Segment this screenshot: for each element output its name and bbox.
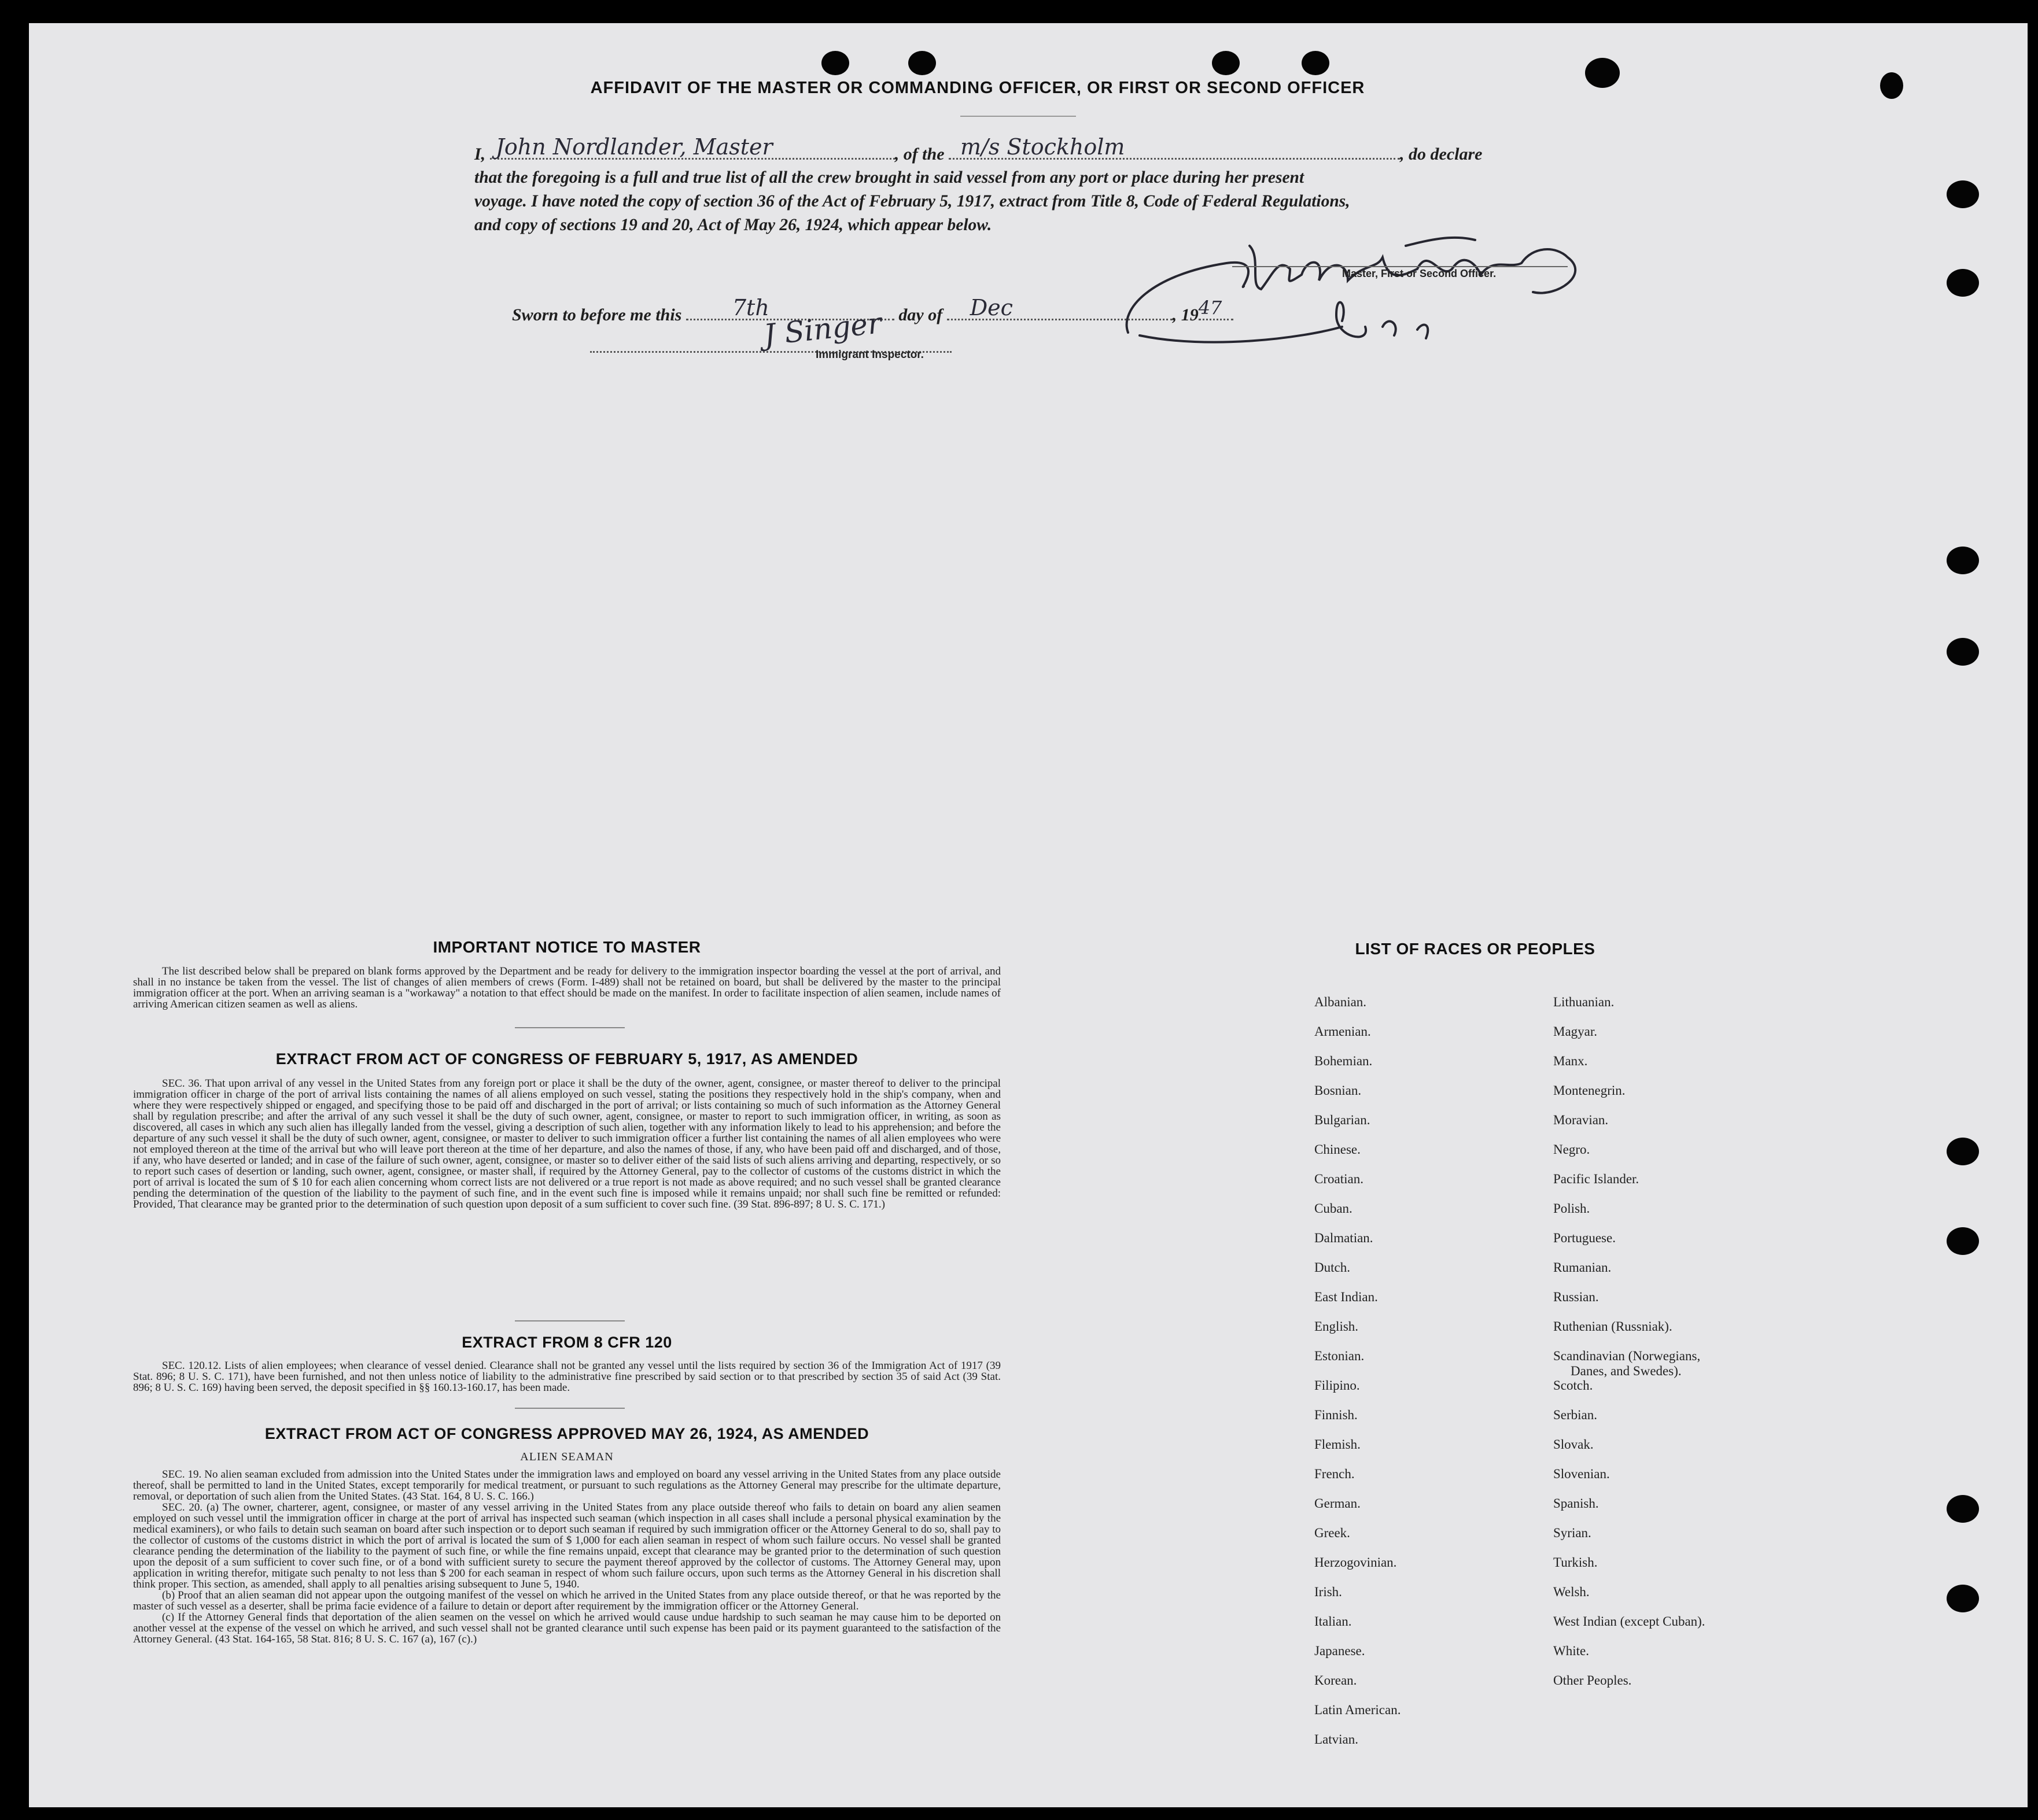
declaration-line-3: voyage. I have noted the copy of section 36 of the Act of February 5, 1917, extract from Title 8, Code of Federal Regulations, <box>474 192 1350 211</box>
race-item: Welsh. <box>1553 1585 1590 1599</box>
race-item: Serbian. <box>1553 1408 1598 1422</box>
document-page <box>29 23 2028 1807</box>
sworn-day-handwriting: 7th <box>732 295 769 320</box>
sworn-month-field <box>947 295 1173 320</box>
punch-hole <box>1302 51 1329 75</box>
sworn-prefix: Sworn to before me this <box>512 305 682 324</box>
extract-1924-paragraph: (b) Proof that an alien seaman did not appear upon the outgoing manifest of the vessel on which he arrived in the United States from any place outside thereof, or that he was reported by the master of such vessel as a deserter, shall be prima facie evidence of a failure to detain or deport after requirement by the immigration officer or the Attorney General. <box>133 1589 1001 1612</box>
comma: , <box>1172 305 1177 324</box>
punch-hole <box>1947 180 1979 208</box>
race-item: Manx. <box>1553 1054 1588 1068</box>
race-item: Syrian. <box>1553 1526 1591 1540</box>
race-item: Latin American. <box>1314 1703 1401 1717</box>
race-item: Bosnian. <box>1314 1083 1362 1098</box>
race-item: Portuguese. <box>1553 1231 1616 1245</box>
race-item: Negro. <box>1553 1142 1590 1157</box>
extract-1924-body <box>133 1469 1001 1645</box>
race-item: Flemish. <box>1314 1437 1361 1452</box>
year-prefix: 19 <box>1181 305 1199 324</box>
race-item: Dutch. <box>1314 1260 1350 1275</box>
notice-title: IMPORTANT NOTICE TO MASTER <box>433 938 701 956</box>
race-item: Bohemian. <box>1314 1054 1373 1068</box>
extract-cfr-title: EXTRACT FROM 8 CFR 120 <box>462 1334 672 1351</box>
divider <box>515 1320 625 1321</box>
race-item: Korean. <box>1314 1673 1357 1688</box>
year-field <box>1198 297 1233 320</box>
race-item: Danes, and Swedes). <box>1571 1364 1682 1378</box>
punch-hole <box>908 51 936 75</box>
vessel-name-field <box>949 134 1400 160</box>
punch-hole <box>1947 1585 1979 1612</box>
race-item: Finnish. <box>1314 1408 1358 1422</box>
punch-hole <box>1947 1227 1979 1255</box>
day-of-label: day of <box>898 305 943 324</box>
title-rule <box>960 116 1076 117</box>
notice-paragraph: The list described below shall be prepared on blank forms approved by the Department and be ready for delivery to the immigration inspector boarding the vessel at the port of arrival, and shall in no instance be taken from the vessel. The list of changes of alien members of crews (Form. I-489) shall not be retained on board, but shall be delivered by the master to the principal immigration officer at the port. When an arriving seaman is a "workaway" a notation to that effect should be made on the manifest. In order to facilitate inspection of alien seamen, include names of arriving American citizen seamen as well as aliens. <box>133 965 1001 1010</box>
extract-1924-paragraph: SEC. 19. No alien seaman excluded from admission into the United States under the immigration laws and employed on board any vessel arriving in the United States from any place outside thereof, shall be permitted to land in the United States, except temporarily for medical treatment, or pursuant to such regulations as the Attorney General may prescribe for the ultimate departure, removal, or deportation of such alien from the United States. (43 Stat. 164, 8 U. S. C. 166.) <box>133 1468 1001 1502</box>
master-signature <box>1116 223 1666 356</box>
affidavit-title: AFFIDAVIT OF THE MASTER OR COMMANDING OFFICER, OR FIRST OR SECOND OFFICER <box>590 79 1365 97</box>
extract-cfr-paragraph: SEC. 120.12. Lists of alien employees; when clearance of vessel denied. Clearance shall not be granted any vessel until the lists required by section 36 of the Immigration Act of 1917 (39 Stat. 896; 8 U. S. C. 171), have been furnished, and not then unless notice of liability to the administrative fine prescribed by said section or to that prescribed by section 35 of said Act (39 Stat. 896; 8 U. S. C. 169) having been served, the deposit specified in §§ 160.13-160.17, has been made. <box>133 1360 1001 1394</box>
race-item: Ruthenian (Russniak). <box>1553 1319 1672 1334</box>
punch-hole <box>1947 547 1979 574</box>
master-name-handwriting: John Nordlander, Master <box>495 134 773 160</box>
master-signature-caption: Master, First or Second Officer. <box>1342 268 1497 279</box>
do-declare-label: , do declare <box>1400 145 1483 164</box>
declaration-line-4: and copy of sections 19 and 20, Act of May 26, 1924, which appear below. <box>474 216 992 234</box>
punch-hole <box>1947 1138 1979 1165</box>
extract-1924-title: EXTRACT FROM ACT OF CONGRESS APPROVED MAY 26, 1924, AS AMENDED <box>264 1425 869 1442</box>
race-item: Dalmatian. <box>1314 1231 1373 1245</box>
race-item: Montenegrin. <box>1553 1083 1626 1098</box>
race-item: Croatian. <box>1314 1172 1363 1186</box>
race-item: Polish. <box>1553 1201 1590 1216</box>
race-item: Estonian. <box>1314 1349 1365 1363</box>
races-title: LIST OF RACES OR PEOPLES <box>1355 940 1595 958</box>
extract-1917-body <box>133 1078 1001 1210</box>
race-item: Pacific Islander. <box>1553 1172 1639 1186</box>
race-item: Herzogovinian. <box>1314 1555 1397 1570</box>
inspector-caption: Immigrant Inspector. <box>816 349 924 361</box>
race-item: Armenian. <box>1314 1024 1371 1039</box>
punch-hole <box>1880 72 1903 99</box>
race-item: French. <box>1314 1467 1355 1481</box>
race-item: Latvian. <box>1314 1732 1358 1747</box>
race-item: Slovak. <box>1553 1437 1594 1452</box>
race-item: Moravian. <box>1553 1113 1609 1127</box>
extract-1917-title: EXTRACT FROM ACT OF CONGRESS OF FEBRUARY 5, 1917, AS AMENDED <box>275 1050 858 1068</box>
race-item: Bulgarian. <box>1314 1113 1370 1127</box>
race-item: Cuban. <box>1314 1201 1352 1216</box>
declaration-pronoun: I, <box>474 145 486 164</box>
race-item: Magyar. <box>1553 1024 1598 1039</box>
punch-hole <box>1947 1495 1979 1523</box>
punch-hole <box>1947 638 1979 666</box>
master-signature-line <box>1232 266 1568 267</box>
sworn-month-handwriting: Dec <box>970 295 1013 320</box>
race-item: Chinese. <box>1314 1142 1361 1157</box>
race-item: West Indian (except Cuban). <box>1553 1614 1705 1629</box>
declaration-line-2: that the foregoing is a full and true list of all the crew brought in said vessel from any port or place during her present <box>474 168 1304 187</box>
race-item: East Indian. <box>1314 1290 1378 1304</box>
race-item: Other Peoples. <box>1553 1673 1632 1688</box>
race-item: White. <box>1553 1644 1589 1658</box>
vessel-name-handwriting: m/s Stockholm <box>960 134 1125 160</box>
notice-body <box>133 966 1001 1010</box>
race-item: Filipino. <box>1314 1378 1360 1393</box>
extract-1924-subtitle: ALIEN SEAMAN <box>520 1450 614 1463</box>
race-item: Spanish. <box>1553 1496 1599 1511</box>
race-item: Slovenian. <box>1553 1467 1610 1481</box>
divider <box>515 1027 625 1028</box>
race-item: English. <box>1314 1319 1359 1334</box>
race-item: Irish. <box>1314 1585 1342 1599</box>
race-item: Greek. <box>1314 1526 1350 1540</box>
divider <box>515 1408 625 1409</box>
race-item: German. <box>1314 1496 1361 1511</box>
extract-1924-paragraph: (c) If the Attorney General finds that deportation of the alien seamen on the vessel on which he arrived would cause undue hardship to such seaman he may cause him to be deported on another vessel at the expense of the vessel on which he arrived, and such vessel shall not be granted clearance until such expense has been paid or its payment guaranteed to the satisfaction of the Attorney General. (43 Stat. 164-165, 58 Stat. 816; 8 U. S. C. 167 (a), 167 (c).) <box>133 1611 1001 1645</box>
punch-hole <box>1947 269 1979 297</box>
race-item: Lithuanian. <box>1553 995 1615 1009</box>
extract-1917-paragraph: SEC. 36. That upon arrival of any vessel in the United States from any foreign port or place it shall be the duty of the owner, agent, consignee, or master thereof to deliver to the principal immigration officer in charge of the port of arrival lists containing the names of all aliens employed on such vessel, stating the positions they respectively hold in the ship's company, when and where they were respectively shipped or engaged, and specifying those to be paid off and discharged in the port of arrival; or lists containing so much of such information as the Attorney General shall by regulation prescribe; and after the arrival of any such vessel it shall be the duty of such owner, agent, consignee, or master to report to such immigration officer, in writing, as soon as discovered, all cases in which any such alien has illegally landed from the vessel, giving a description of such alien, together with any information likely to lead to his apprehension; and before the departure of any such vessel it shall be the duty of such owner, agent, consignee, or master to deliver to such immigration officer a further list containing the names of all alien employees who were not employed thereon at the time of the arrival but who will leave port thereon at the time of her departure, and also the names of those, if any, who have been paid off and discharged, and of those, if any, who have deserted or landed; and in case of the failure of such owner, agent, consignee, or master so to deliver either of the said lists of such aliens arriving and departing, respectively, or so to report such cases of desertion or landing, such owner, agent, consignee, or master shall, if required by the Attorney General, pay to the collector of customs of the customs district in which the port of arrival is located the sum of $ 10 for each alien concerning whom correct lists are not delivered or a true report is not made as above required; and no such vessel shall be granted clearance pending the determination of the question of the liability to the payment of such fine, and in the event such fine is imposed while it remains unpaid; nor shall such fine be remitted or refunded: Provided, That clearance may be granted prior to the determination of such question upon deposit of a sum sufficient to cover such fine. (39 Stat. 896-897; 8 U. S. C. 171.) <box>133 1077 1001 1210</box>
punch-hole <box>1585 58 1620 88</box>
punch-hole <box>1212 51 1240 75</box>
punch-hole <box>821 51 849 75</box>
race-item: Scandinavian (Norwegians, <box>1553 1349 1701 1363</box>
race-item: Russian. <box>1553 1290 1599 1304</box>
of-the-label: , of the <box>894 145 945 164</box>
master-name-field <box>490 134 895 160</box>
extract-cfr-body <box>133 1360 1001 1393</box>
race-item: Japanese. <box>1314 1644 1365 1658</box>
race-item: Scotch. <box>1553 1378 1593 1393</box>
declaration-line-1 <box>474 134 1614 166</box>
race-item: Turkish. <box>1553 1555 1598 1570</box>
extract-1924-paragraph: SEC. 20. (a) The owner, charterer, agent, consignee, or master of any vessel arriving in the United States from any place outside thereof who fails to detain on board any alien seamen employed on such vessel until the immigration officer in charge at the port of arrival has inspected such seaman (which inspection in all cases shall include a personal physical examination by the medical examiners), or who fails to detain such seaman on board after such inspection or to deport such seaman if required by such immigration officer or the Attorney General to do so, shall pay to the collector of customs of the customs district in which the port of arrival is located the sum of $ 1,000 for each alien seaman in respect of whom such failure occurs. No vessel shall be granted clearance pending the determination of the liability to the payment of such fine, or while the fine remains unpaid, except that clearance may be granted prior to the determination of such question upon the deposit of a sum sufficient to cover such fine, or of a bond with sufficient surety to secure the payment thereof approved by the collector of customs. The Attorney General may, upon application in writing therefor, mitigate such penalty to not less than $ 200 for each seaman in respect of whom such failure occurs, upon such terms as the Attorney General in his discretion shall think proper. This section, as amended, shall apply to all penalties arising subsequent to June 5, 1940. <box>133 1501 1001 1590</box>
race-item: Rumanian. <box>1553 1260 1612 1275</box>
race-item: Italian. <box>1314 1614 1352 1629</box>
race-item: Albanian. <box>1314 995 1367 1009</box>
inspector-signature: J Singer <box>762 306 883 352</box>
year-handwriting: 47 <box>1198 297 1222 319</box>
